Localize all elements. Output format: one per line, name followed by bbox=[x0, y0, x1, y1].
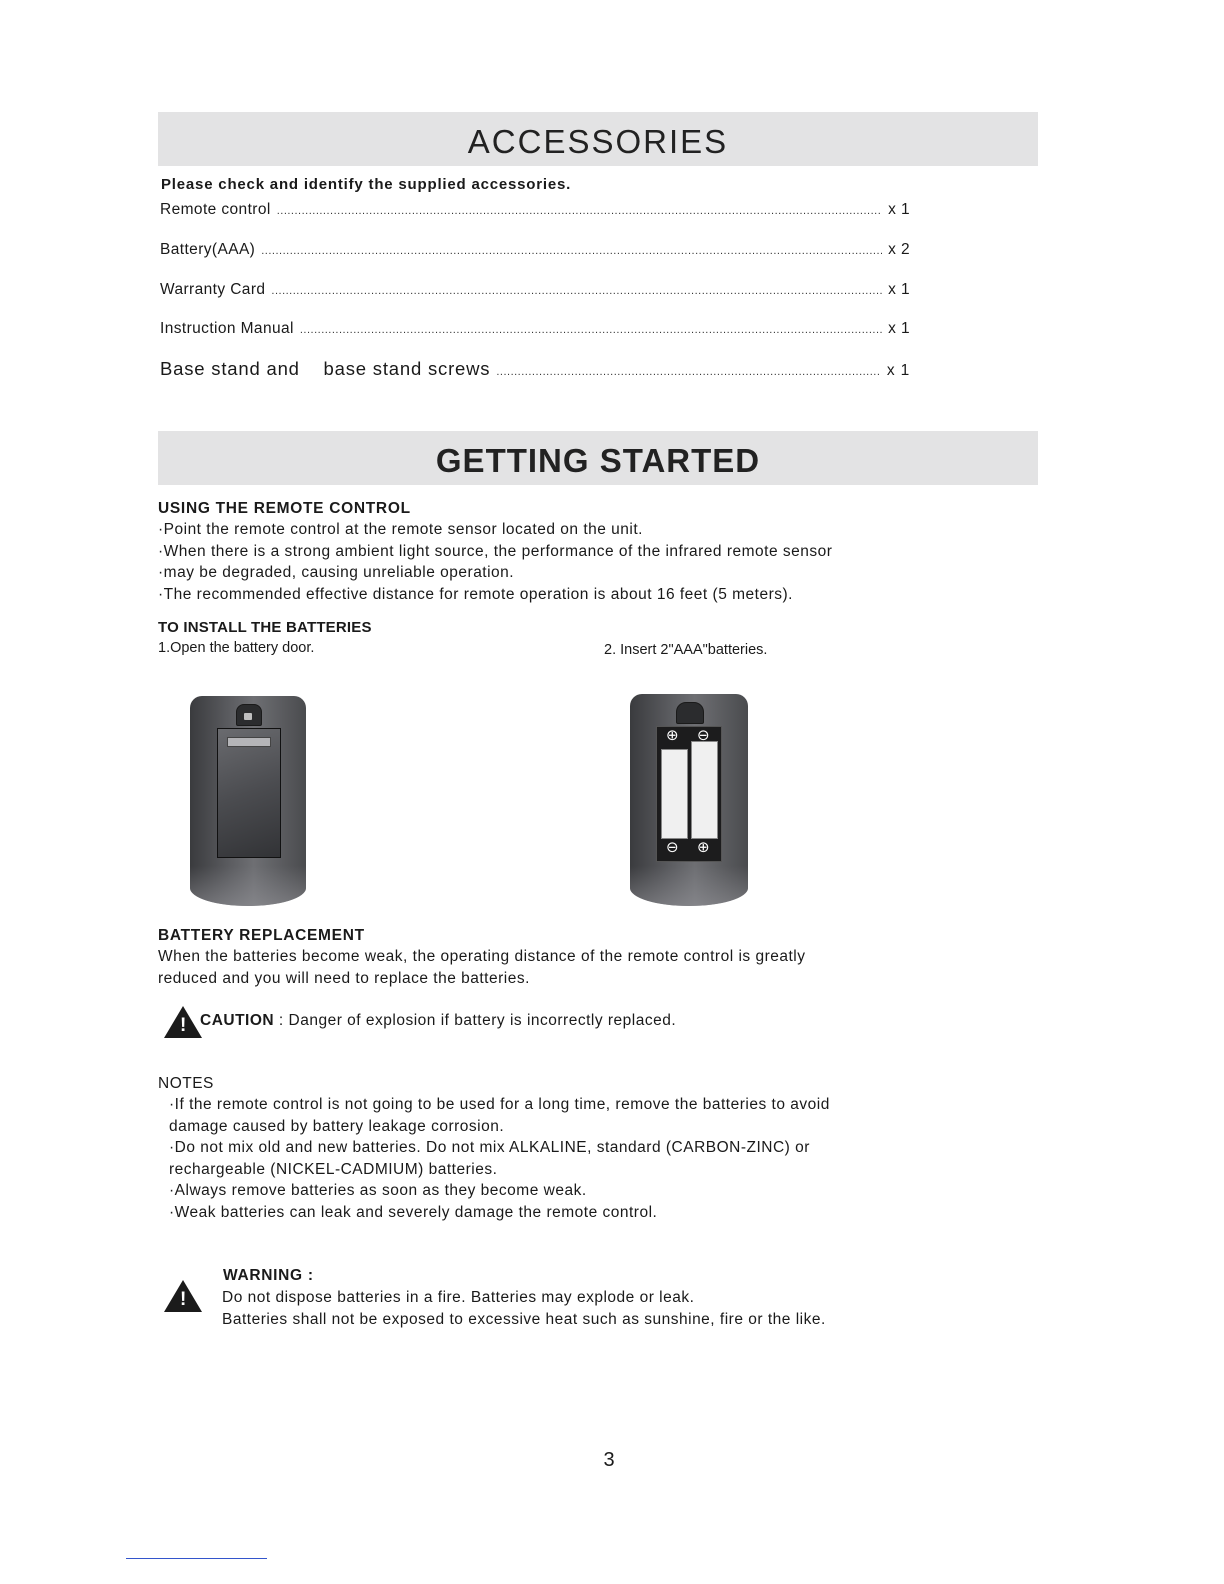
caution-label: CAUTION bbox=[200, 1012, 275, 1029]
remote-control-heading: USING THE REMOTE CONTROL bbox=[158, 500, 411, 517]
warning-line: Do not dispose batteries in a fire. Batteries may explode or leak. bbox=[222, 1289, 695, 1306]
dot-leader bbox=[261, 245, 882, 257]
battery-door-latch bbox=[236, 704, 262, 726]
note-line: ·If the remote control is not going to be used for a long time, remove the batteries to avoid bbox=[169, 1096, 830, 1113]
accessories-title: ACCESSORIES bbox=[467, 123, 729, 160]
accessory-row bbox=[160, 281, 910, 299]
footer-divider bbox=[126, 1558, 267, 1559]
accessories-header-band bbox=[158, 112, 1038, 166]
accessory-qty: x 2 bbox=[888, 241, 910, 258]
battery-replacement-heading: BATTERY REPLACEMENT bbox=[158, 927, 365, 944]
instruction-line: ·The recommended effective distance for remote operation is about 16 feet (5 meters). bbox=[158, 585, 793, 603]
note-line: damage caused by battery leakage corrosion. bbox=[169, 1117, 505, 1135]
accessory-row bbox=[160, 320, 910, 338]
dot-leader bbox=[271, 285, 882, 297]
battery-replacement-text bbox=[158, 946, 805, 989]
remote-control-instructions bbox=[158, 519, 832, 605]
page-number: 3 bbox=[603, 1449, 615, 1471]
note-line: ·Always remove batteries as soon as they become weak. bbox=[169, 1182, 587, 1199]
accessory-name: Remote control bbox=[160, 201, 271, 218]
battery-compartment bbox=[656, 726, 722, 862]
replacement-line: reduced and you will need to replace the batteries. bbox=[158, 969, 530, 987]
accessory-name: Base stand and base stand screws bbox=[160, 358, 491, 379]
battery-door-latch bbox=[676, 702, 704, 724]
accessory-qty: x 1 bbox=[888, 281, 910, 298]
accessory-name: Battery(AAA) bbox=[160, 241, 256, 258]
install-step-1: 1.Open the battery door. bbox=[158, 640, 315, 656]
instruction-line: ·may be degraded, causing unreliable operation. bbox=[158, 564, 515, 581]
dot-leader bbox=[496, 366, 881, 378]
battery-door bbox=[217, 728, 281, 858]
accessory-qty: x 1 bbox=[888, 320, 910, 337]
minus-terminal-icon: ⊖ bbox=[697, 726, 710, 744]
note-line: ·Weak batteries can leak and severely damage the remote control. bbox=[169, 1203, 658, 1221]
accessory-row bbox=[160, 358, 910, 380]
install-step-2: 2. Insert 2"AAA"batteries. bbox=[604, 642, 768, 658]
remote-closed-illustration bbox=[190, 696, 306, 906]
accessory-qty: x 1 bbox=[888, 201, 910, 218]
caution-text: : Danger of explosion if battery is incorrectly replaced. bbox=[274, 1012, 677, 1029]
plus-terminal-icon: ⊕ bbox=[666, 726, 679, 744]
dot-leader bbox=[277, 205, 882, 217]
accessory-name: Warranty Card bbox=[160, 281, 266, 298]
accessories-intro: Please check and identify the supplied accessories. bbox=[161, 176, 572, 193]
note-line: ·Do not mix old and new batteries. Do not mix ALKALINE, standard (CARBON-ZINC) or bbox=[169, 1139, 810, 1156]
accessory-name: Instruction Manual bbox=[160, 320, 294, 337]
accessory-row bbox=[160, 241, 910, 259]
notes-heading: NOTES bbox=[158, 1075, 214, 1092]
accessory-row bbox=[160, 201, 910, 219]
instruction-line: ·When there is a strong ambient light source, the performance of the infrared remote sensor bbox=[158, 542, 833, 560]
warning-icon: ! bbox=[164, 1280, 202, 1312]
accessory-qty: x 1 bbox=[886, 362, 910, 379]
notes-list bbox=[169, 1094, 830, 1223]
warning-line: Batteries shall not be exposed to excessive heat such as sunshine, fire or the like. bbox=[222, 1310, 826, 1328]
warning-heading: WARNING : bbox=[223, 1267, 314, 1284]
plus-terminal-icon: ⊕ bbox=[697, 838, 710, 856]
replacement-line: When the batteries become weak, the operating distance of the remote control is greatly bbox=[158, 948, 806, 965]
note-line: rechargeable (NICKEL-CADMIUM) batteries. bbox=[169, 1160, 498, 1178]
install-batteries-heading: TO INSTALL THE BATTERIES bbox=[158, 619, 372, 636]
getting-started-header-band bbox=[158, 431, 1038, 485]
battery-slot bbox=[661, 749, 688, 839]
battery-slot bbox=[691, 741, 718, 839]
caution-statement bbox=[200, 1010, 676, 1032]
dot-leader bbox=[300, 324, 882, 336]
minus-terminal-icon: ⊖ bbox=[666, 838, 679, 856]
remote-open-illustration bbox=[630, 694, 748, 906]
getting-started-title: GETTING STARTED bbox=[435, 442, 761, 479]
instruction-line: ·Point the remote control at the remote sensor located on the unit. bbox=[158, 521, 643, 538]
caution-warning-icon: ! bbox=[164, 1006, 202, 1038]
warning-text bbox=[222, 1287, 826, 1330]
